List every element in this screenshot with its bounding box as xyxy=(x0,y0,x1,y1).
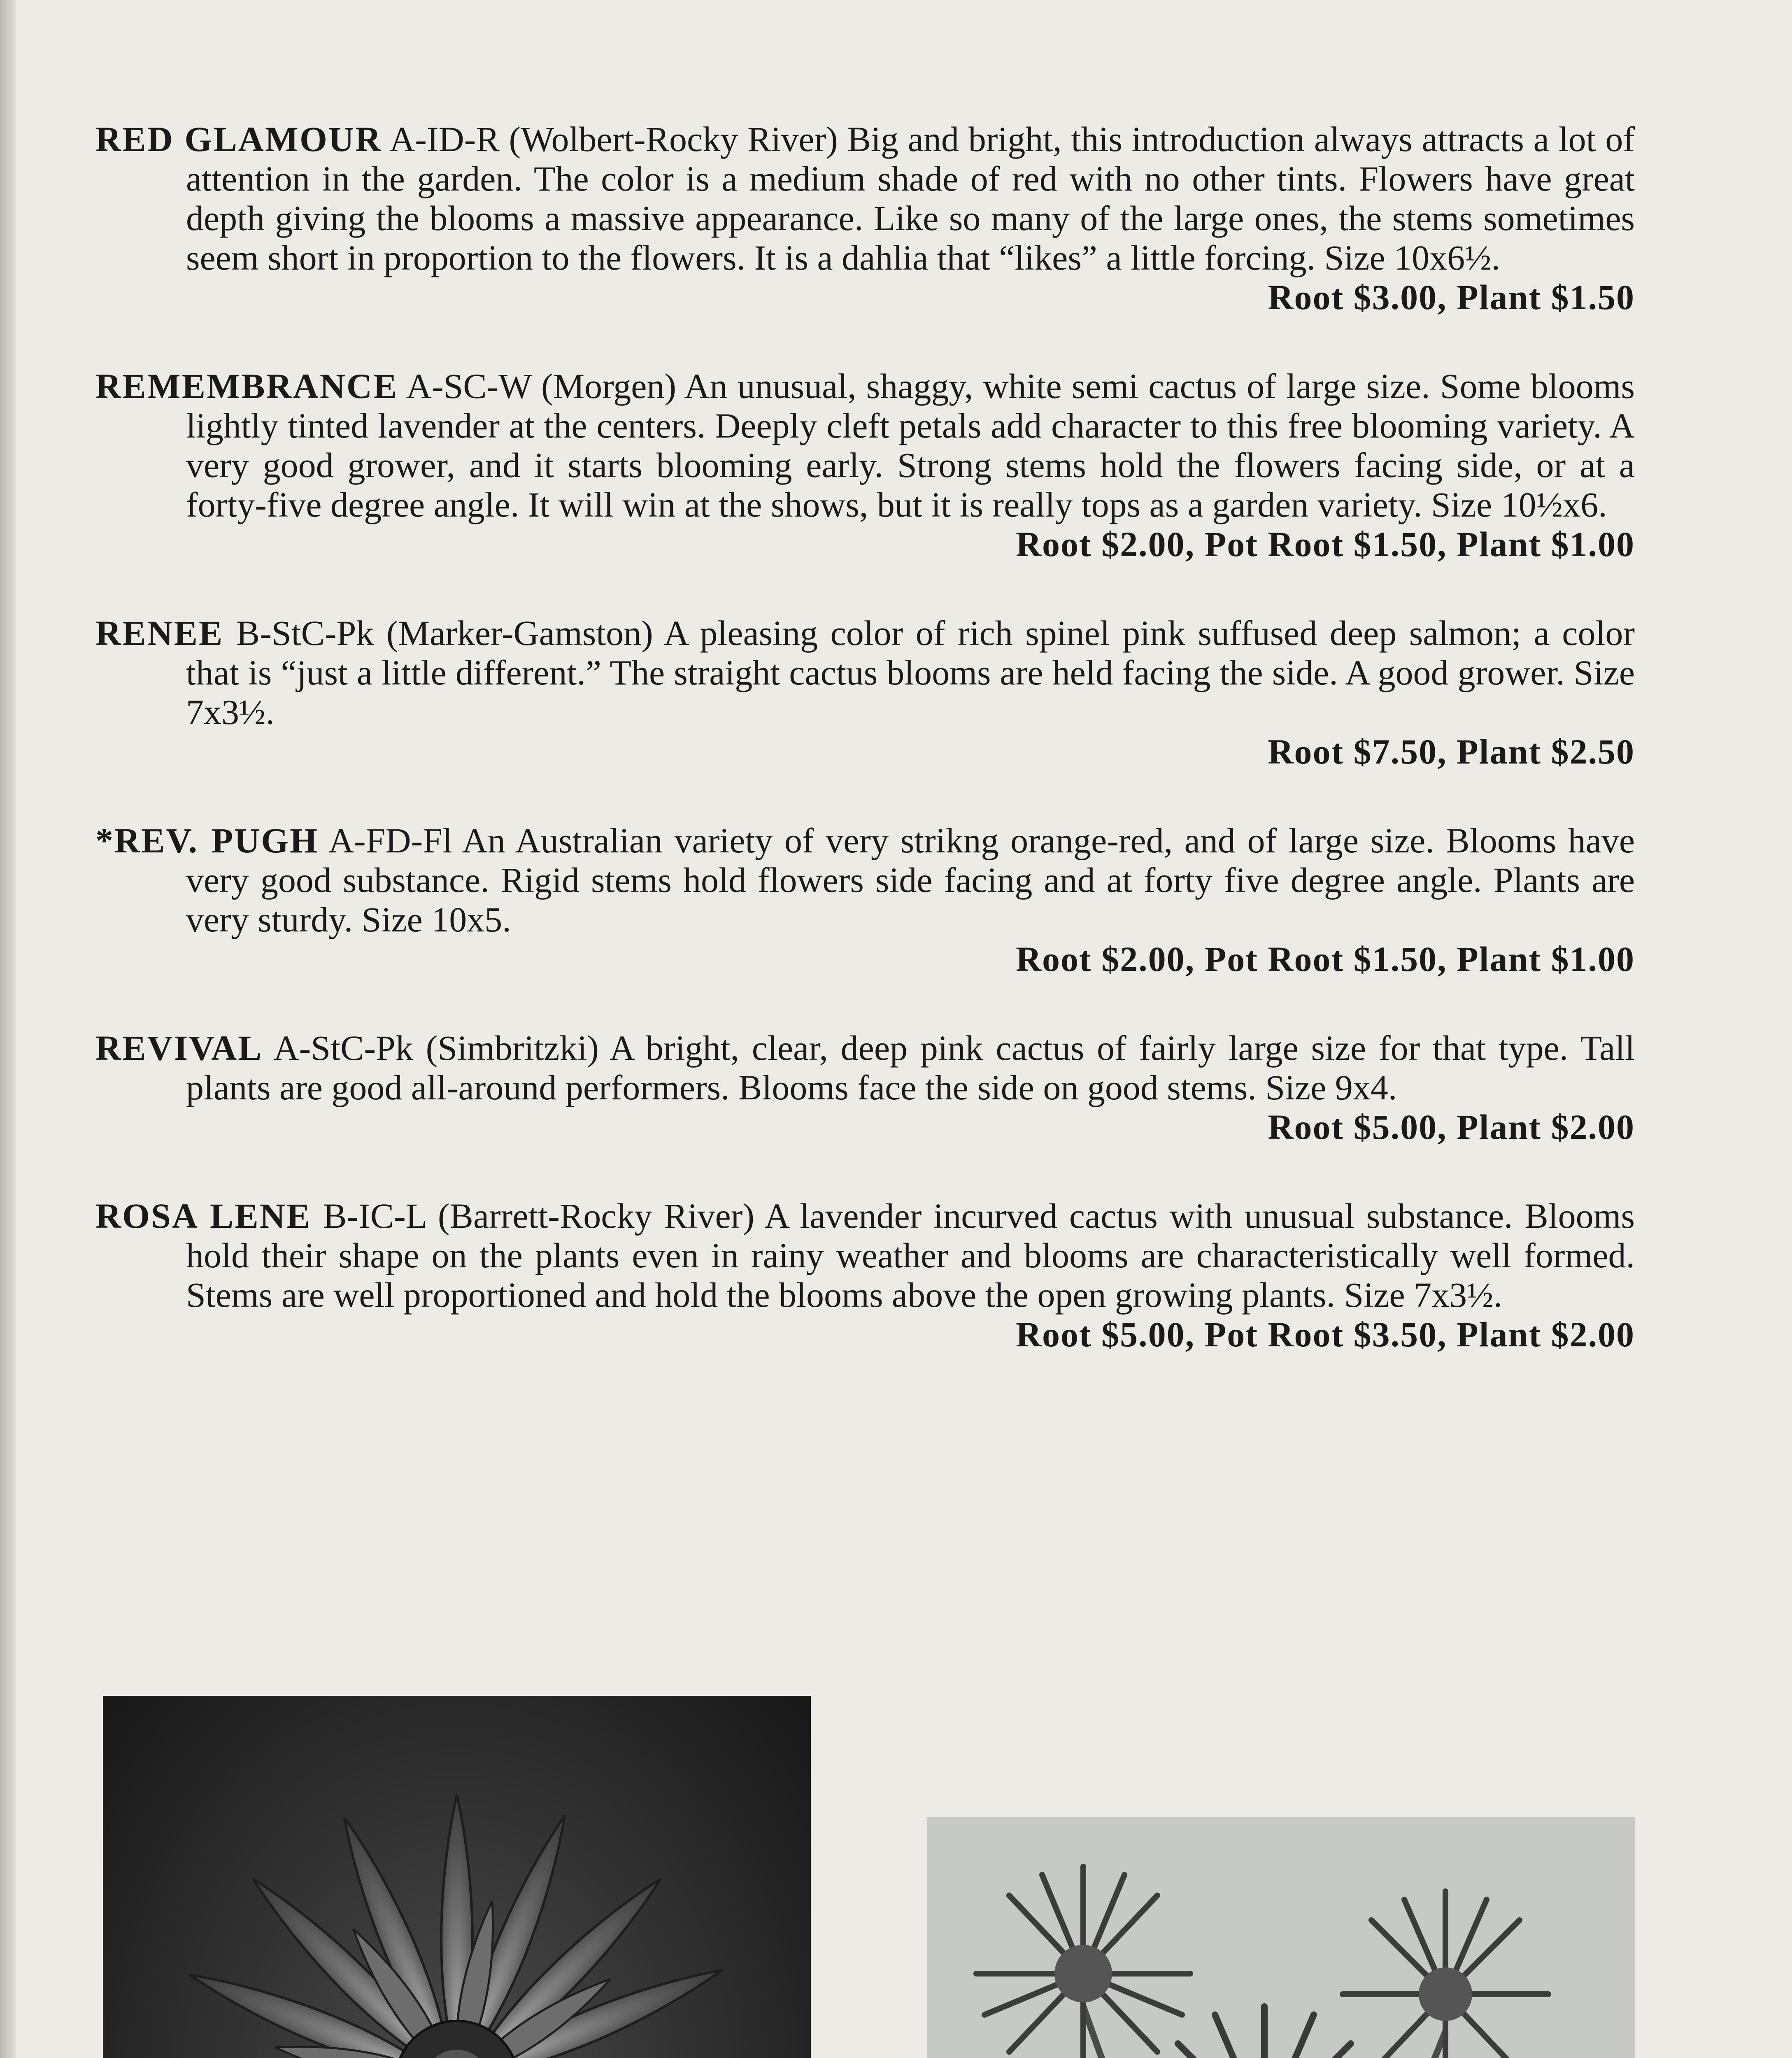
entry-rev-pugh xyxy=(95,821,1635,979)
entry-description: A-FD-Fl An Australian variety of very strikng orange-red, and of large size. Blooms have very good substance. Rigid stems hold flowers side facing and at forty five degree angle. Plants are very sturdy. Size 10x5. xyxy=(186,821,1635,939)
figure-red-glamour xyxy=(103,1696,811,2058)
entry-price: Root $5.00, Plant $2.00 xyxy=(1268,1107,1635,1147)
entry-price: Root $5.00, Pot Root $3.50, Plant $2.00 xyxy=(1015,1315,1635,1354)
entry-rosa-lene xyxy=(95,1196,1635,1354)
entry-price: Root $2.00, Pot Root $1.50, Plant $1.00 xyxy=(1015,939,1635,979)
entry-revival xyxy=(95,1028,1635,1147)
entry-price: Root $7.50, Plant $2.50 xyxy=(1268,732,1635,771)
rosa-lene-photo xyxy=(927,1817,1635,2058)
entry-red-glamour xyxy=(95,119,1635,317)
red-glamour-photo xyxy=(103,1696,811,2058)
entry-description: A-SC-W (Morgen) An unusual, shaggy, white semi cactus of large size. Some blooms lightly tinted lavender at the centers. Deeply cleft petals add character to this free blooming variety. A very good grower, and it starts blooming early. Strong stems hold the flowers facing side, or at a forty-five degree angle. It will win at the shows, but it is really tops as a garden variety. Size 10½x6. xyxy=(186,366,1635,524)
entry-renee xyxy=(95,613,1635,771)
entry-description: B-StC-Pk (Marker-Gamston) A pleasing color of rich spinel pink suffused deep salmon; a color that is “just a little different.” The straight cactus blooms are held facing the side. A good grower. Size 7x3½. xyxy=(186,613,1635,732)
figure-rosa-lene xyxy=(927,1817,1635,2058)
entry-name: RENEE xyxy=(95,613,224,653)
entry-price: Root $3.00, Plant $1.50 xyxy=(1268,277,1635,317)
entry-name: RED GLAMOUR xyxy=(95,119,382,159)
entry-name: REVIVAL xyxy=(95,1028,263,1068)
entry-description: B-IC-L (Barrett-Rocky River) A lavender incurved cactus with unusual substance. Blooms hold their shape on the plants even in rainy weather and blooms are characteristically well formed. Stems are well proportioned and hold the blooms above the open growing plants. Size 7x3½. xyxy=(186,1196,1635,1315)
catalog-entries xyxy=(95,119,1635,1404)
entry-name: *REV. PUGH xyxy=(95,821,319,860)
entry-name: ROSA LENE xyxy=(95,1196,312,1236)
page-edge xyxy=(0,0,16,2058)
entry-description: A-StC-Pk (Simbritzki) A bright, clear, deep pink cactus of fairly large size for that type. Tall plants are good all-around performers. Blooms face the side on good stems. Size 9x4. xyxy=(186,1028,1635,1107)
entry-name: REMEMBRANCE xyxy=(95,366,398,406)
entry-price: Root $2.00, Pot Root $1.50, Plant $1.00 xyxy=(1015,524,1635,564)
entry-remembrance xyxy=(95,366,1635,564)
entry-description: A-ID-R (Wolbert-Rocky River) Big and bright, this introduction always attracts a lot of attention in the garden. The color is a medium shade of red with no other tints. Flowers have great depth giving the blooms a massive appearance. Like so many of the large ones, the stems sometimes seem short in proportion to the flowers. It is a dahlia that “likes” a little forcing. Size 10x6½. xyxy=(186,119,1635,277)
